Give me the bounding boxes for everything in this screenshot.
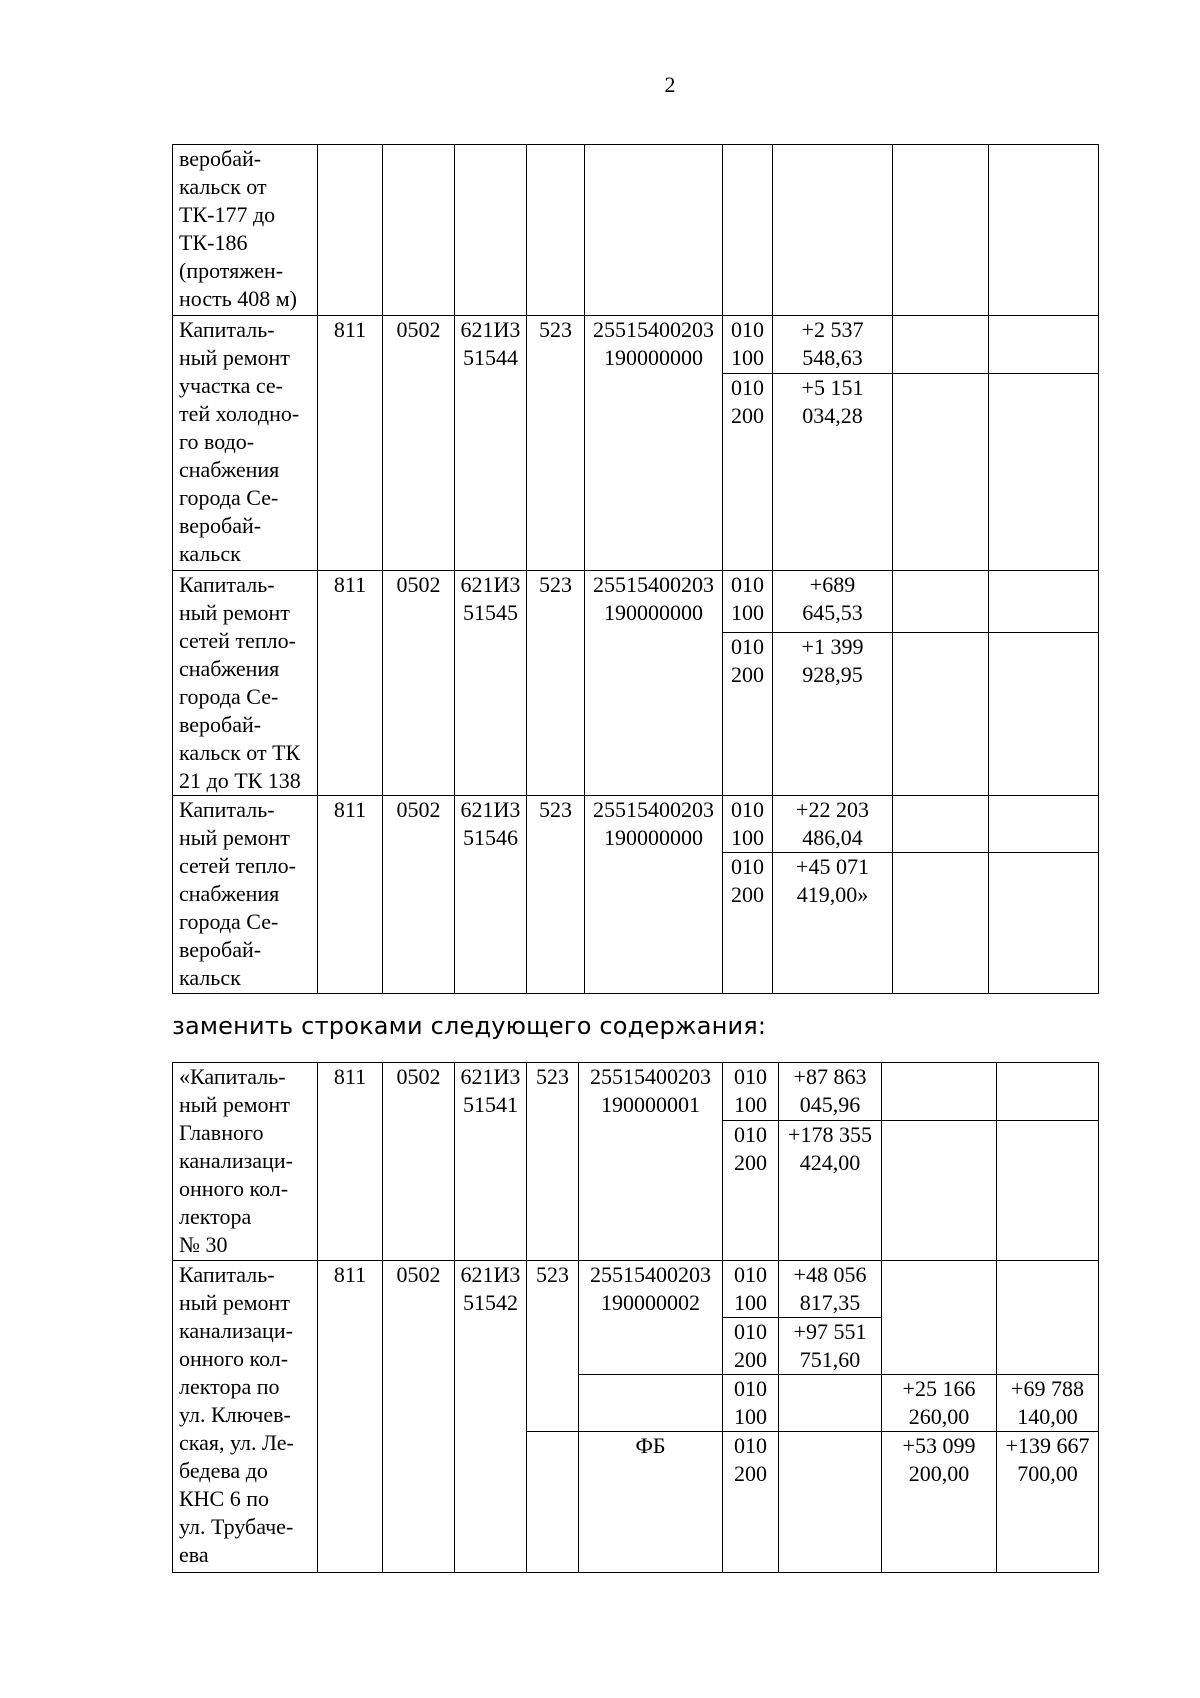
row-name: Капиталь- ный ремонт сетей тепло- снабжения города Се- веробай- кальск от ТК 21 до ТК 138 [173,571,318,796]
row-name: веробай- кальск от ТК-177 до ТК-186 (протяжен- ность 408 м) [173,145,318,316]
table-row: 010 100 +25 166 260,00 +69 788 140,00 [173,1375,1099,1432]
budget-table-1 [172,144,1099,994]
row-name: Капиталь- ный ремонт канализаци- онного кол- лектора по ул. Ключев- ская, ул. Ле- бедева до КНС 6 по ул. Трубаче- ева [173,1261,318,1573]
budget-table-2 [172,1062,1099,1573]
row-name: «Капиталь- ный ремонт Главного канализаци- онного кол- лектора № 30 [173,1063,318,1261]
row-name: Капиталь- ный ремонт участка се- тей холодно- го водо- снабжения города Се- веробай- кальск [173,316,318,571]
page-number: 2 [664,72,676,97]
table-row [173,145,1099,316]
row-name: Капиталь- ный ремонт сетей тепло- снабжения города Се- веробай- кальск [173,796,318,994]
table-row: 010 200 +97 551 751,60 [173,1318,1099,1375]
table-row: Капиталь- ный ремонт участка се- тей холодно- го водо- снабжения города Се- веробай- кальск 811 0502 621И3 51544 523 25515400203 190000000 010 100 +2 537 548,63 [173,316,1099,374]
table-row: ФБ 010 200 +53 099 200,00 +139 667 700,00 [173,1432,1099,1573]
fb-label: ФБ [579,1432,723,1573]
table-row: 010 200 +1 399 928,95 [173,633,1099,796]
table-row: 010 200 +5 151 034,28 [173,374,1099,571]
table-row: Капиталь- ный ремонт сетей тепло- снабжения города Се- веробай- кальск 811 0502 621И3 51546 523 25515400203 190000000 010 100 +22 203 486,04 [173,796,1099,853]
table-row: 010 200 +45 071 419,00» [173,853,1099,994]
table-row: Капиталь- ный ремонт сетей тепло- снабжения города Се- веробай- кальск от ТК 21 до ТК 138 811 0502 621И3 51545 523 25515400203 190000000 010 100 +689 645,53 [173,571,1099,633]
intro-text: заменить строками следующего содержания: [172,1012,767,1040]
table-row: «Капиталь- ный ремонт Главного канализаци- онного кол- лектора № 30 811 0502 621И3 51541 523 25515400203 190000001 010 100 +87 863 045,96 [173,1063,1099,1121]
table-row: 010 200 +178 355 424,00 [173,1121,1099,1261]
table-row: Капиталь- ный ремонт канализаци- онного кол- лектора по ул. Ключев- ская, ул. Ле- бедева до КНС 6 по ул. Трубаче- ева 811 0502 621И3 51542 523 25515400203 190000002 010 100 +48 056 817,35 [173,1261,1099,1318]
